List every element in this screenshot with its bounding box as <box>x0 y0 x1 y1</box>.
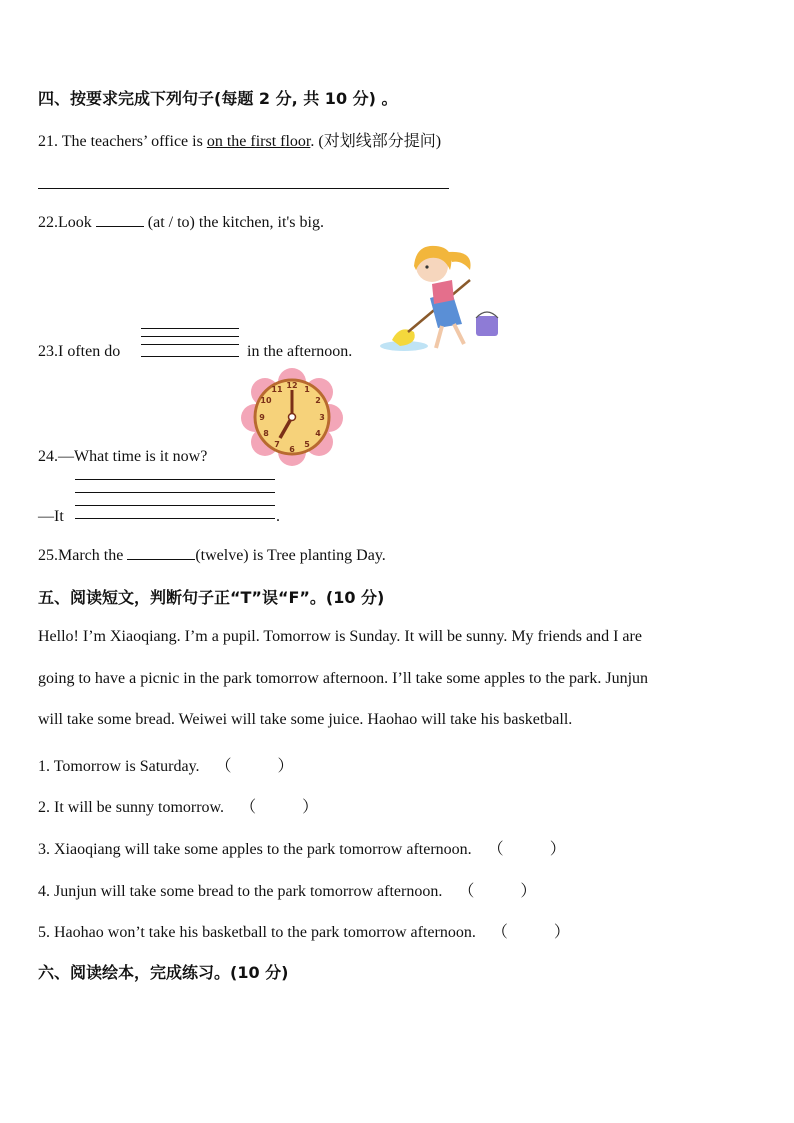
passage-line-1: Hello! I’m Xiaoqiang. I’m a pupil. Tomorrow is Sunday. It will be sunny. My friends and I are <box>38 628 642 645</box>
q21-number: 21 <box>38 133 54 150</box>
q21-pre: . The teachers’ office is <box>54 133 207 150</box>
tf-item-3-text: 3. Xiaoqiang will take some apples to the park tomorrow afternoon. <box>38 841 472 858</box>
bucket <box>476 316 498 336</box>
girl-leg-left <box>436 326 442 348</box>
section-4-heading: 四、按要求完成下列句子(每题 2 分, 共 10 分) 。 <box>38 89 398 108</box>
svg-text:1: 1 <box>304 385 310 394</box>
tf-item-1 <box>38 753 294 776</box>
section-5-heading: 五、阅读短文，判断句子正“T”误“F”。(10 分) <box>38 588 385 607</box>
passage-line-3: will take some bread. Weiwei will take some juice. Haohao will take his basketball. <box>38 711 573 728</box>
paren-close: ） <box>302 799 319 816</box>
tf-item-1-text: 1. Tomorrow is Saturday. <box>38 758 200 775</box>
q22-blank[interactable] <box>96 212 144 227</box>
svg-text:10: 10 <box>260 396 272 405</box>
tf-item-5-text: 5. Haohao won’t take his basketball to the park tomorrow afternoon. <box>38 924 476 941</box>
svg-text:6: 6 <box>289 445 295 454</box>
svg-text:2: 2 <box>315 396 321 405</box>
q24-writing-line-1[interactable] <box>75 479 275 480</box>
q22-post: (at / to) the kitchen, it's big. <box>143 214 324 231</box>
tf-item-5-answer[interactable] <box>492 919 570 942</box>
paren-open: （ <box>491 924 508 941</box>
q25-pre: 25.March the <box>38 547 128 564</box>
svg-text:11: 11 <box>271 385 283 394</box>
q24-answer-post: . <box>276 508 280 525</box>
question-22 <box>38 212 324 232</box>
question-21 <box>38 128 441 151</box>
paren-open: （ <box>487 841 504 858</box>
q23-writing-line-3[interactable] <box>141 344 239 345</box>
q24-writing-line-4[interactable] <box>75 518 275 519</box>
svg-text:7: 7 <box>274 440 280 449</box>
tf-item-1-answer[interactable] <box>216 753 294 776</box>
girl-leg-right <box>454 324 464 344</box>
q22-pre: 22.Look <box>38 214 96 231</box>
q24-question: 24.—What time is it now? <box>38 448 208 465</box>
tf-item-4-text: 4. Junjun will take some bread to the park tomorrow afternoon. <box>38 883 443 900</box>
girl-eye <box>425 265 428 268</box>
q24-writing-line-2[interactable] <box>75 492 275 493</box>
q25-blank[interactable] <box>127 545 195 560</box>
passage-line-2: going to have a picnic in the park tomorrow afternoon. I’ll take some apples to the park. Junjun <box>38 670 649 687</box>
tf-item-3-answer[interactable] <box>488 836 566 859</box>
girl-shirt <box>432 280 454 304</box>
question-25 <box>38 545 386 565</box>
paren-close: ） <box>553 924 570 941</box>
svg-text:9: 9 <box>259 413 265 422</box>
svg-text:3: 3 <box>319 413 325 422</box>
svg-text:12: 12 <box>286 381 298 390</box>
q21-underlined: on the first floor <box>206 133 311 150</box>
q23-writing-line-2[interactable] <box>141 336 239 337</box>
section-6-heading: 六、阅读绘本，完成练习。(10 分) <box>38 963 289 982</box>
q23-pre: 23.I often do <box>38 343 121 360</box>
q23-writing-line-1[interactable] <box>141 328 239 329</box>
tf-item-3 <box>38 836 566 859</box>
tf-item-2-text: 2. It will be sunny tomorrow. <box>38 799 225 816</box>
q21-answer-line[interactable] <box>38 188 449 189</box>
q25-post: (twelve) is Tree planting Day. <box>195 547 386 564</box>
clock-illustration <box>241 368 343 466</box>
tf-item-2 <box>38 794 318 817</box>
paren-open: （ <box>458 883 475 900</box>
clock-center <box>289 414 296 421</box>
paren-open: （ <box>240 799 257 816</box>
tf-item-5 <box>38 919 570 942</box>
svg-text:8: 8 <box>263 429 269 438</box>
paren-close: ） <box>277 758 294 775</box>
girl-mopping-illustration <box>378 240 506 360</box>
q23-post: in the afternoon. <box>247 343 353 360</box>
tf-item-2-answer[interactable] <box>240 794 318 817</box>
paren-open: （ <box>215 758 232 775</box>
q24-writing-line-3[interactable] <box>75 505 275 506</box>
tf-item-4 <box>38 878 536 901</box>
svg-text:5: 5 <box>304 440 310 449</box>
tf-item-4-answer[interactable] <box>458 878 536 901</box>
q23-writing-line-4[interactable] <box>141 356 239 357</box>
q24-answer-pre: —It <box>38 508 64 525</box>
svg-text:4: 4 <box>315 429 321 438</box>
paren-close: ） <box>549 841 566 858</box>
paren-close: ） <box>520 883 537 900</box>
q21-post: . (对划线部分提问) <box>310 133 442 150</box>
